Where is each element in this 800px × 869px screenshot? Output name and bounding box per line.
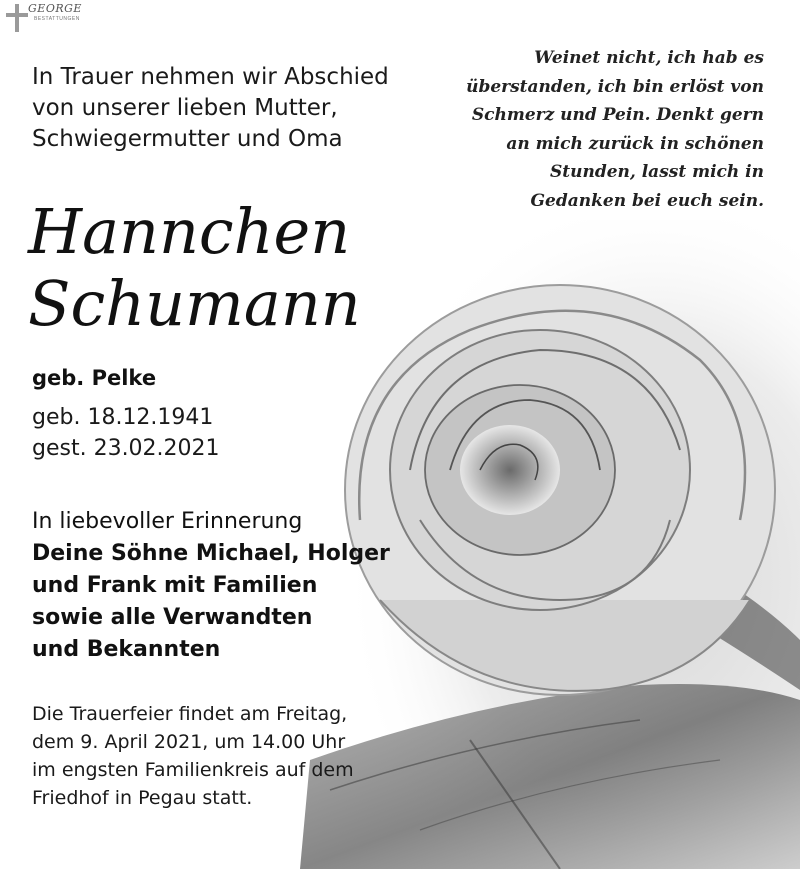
intro-text (32, 62, 452, 155)
ceremony-info (32, 700, 354, 812)
cross-icon (4, 4, 30, 32)
mourners-section (32, 506, 390, 666)
intro-line: Schwiegermutter und Oma (32, 126, 343, 152)
ceremony-line: Friedhof in Pegau statt. (32, 787, 253, 809)
logo-name: GEORGE (28, 2, 82, 15)
maiden-name: geb. Pelke (32, 366, 157, 390)
mourner-line: sowie alle Verwandten (32, 605, 313, 630)
first-name: Hannchen (28, 195, 351, 268)
mourner-line: Deine Söhne Michael, Holger (32, 541, 390, 566)
quote-line: überstanden, ich bin erlöst von (466, 76, 764, 97)
memory-intro: In liebevoller Erinnerung (32, 509, 303, 534)
ceremony-line: im engsten Familienkreis auf dem (32, 759, 354, 781)
last-name: Schumann (28, 267, 361, 340)
quote-line: an mich zurück in schönen (506, 133, 764, 154)
deceased-name (28, 196, 361, 340)
intro-line: In Trauer nehmen wir Abschied (32, 64, 389, 90)
birth-date: geb. 18.12.1941 (32, 405, 214, 430)
quote-line: Weinet nicht, ich hab es (534, 48, 764, 68)
quote-line: Schmerz und Pein. Denkt gern (471, 105, 764, 125)
funeral-home-logo (0, 0, 80, 34)
quote-line: Stunden, lasst mich in (549, 162, 764, 182)
ceremony-line: dem 9. April 2021, um 14.00 Uhr (32, 731, 346, 753)
quote-line: Gedanken bei euch sein. (530, 190, 764, 211)
logo-subtitle: BESTATTUNGEN (34, 16, 80, 22)
mourner-line: und Frank mit Familien (32, 573, 318, 598)
life-dates (32, 402, 220, 464)
memorial-quote (424, 44, 764, 215)
mourner-line: und Bekannten (32, 637, 221, 662)
ceremony-line: Die Trauerfeier findet am Freitag, (32, 703, 348, 725)
death-date: gest. 23.02.2021 (32, 436, 220, 461)
intro-line: von unserer lieben Mutter, (32, 95, 338, 121)
